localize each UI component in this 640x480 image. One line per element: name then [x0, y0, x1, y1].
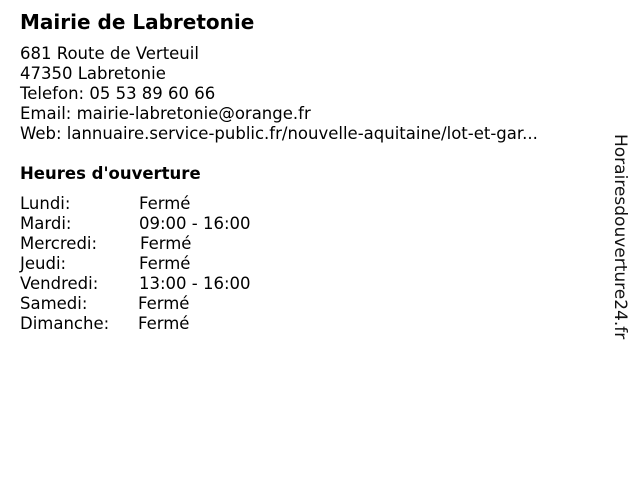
day-label: Vendredi:: [20, 274, 99, 293]
hours-row-tuesday: [20, 214, 251, 234]
postal-city: 47350 Labretonie: [20, 64, 166, 83]
day-label: Mardi:: [20, 214, 72, 233]
day-hours: Fermé: [139, 194, 191, 213]
phone-number: Telefon: 05 53 89 60 66: [20, 84, 216, 103]
page-title: Mairie de Labretonie: [20, 10, 255, 34]
hours-row-thursday: [20, 254, 191, 274]
day-hours: Fermé: [139, 254, 191, 273]
hours-row-sunday: [20, 314, 190, 334]
hours-row-friday: [20, 274, 251, 294]
opening-hours-table: [20, 194, 251, 334]
day-label: Samedi:: [20, 294, 88, 313]
day-hours: Fermé: [140, 234, 192, 253]
day-hours: 13:00 - 16:00: [139, 274, 251, 293]
address-block: [20, 44, 538, 144]
day-label: Jeudi:: [20, 254, 67, 273]
opening-hours-heading: Heures d'ouverture: [20, 164, 201, 183]
email-address: Email: mairie-labretonie@orange.fr: [20, 104, 311, 123]
hours-row-saturday: [20, 294, 190, 314]
hours-row-wednesday: [20, 234, 192, 254]
day-hours: 09:00 - 16:00: [139, 214, 251, 233]
day-hours: Fermé: [138, 314, 190, 333]
site-brand-vertical: Horairesdouverture24.fr: [610, 134, 630, 340]
day-label: Dimanche:: [20, 314, 110, 333]
day-hours: Fermé: [138, 294, 190, 313]
hours-row-monday: [20, 194, 191, 214]
website-link: Web: lannuaire.service-public.fr/nouvelle-aquitaine/lot-et-gar...: [20, 124, 538, 143]
street-address: 681 Route de Verteuil: [20, 44, 199, 63]
day-label: Mercredi:: [20, 234, 98, 253]
day-label: Lundi:: [20, 194, 71, 213]
